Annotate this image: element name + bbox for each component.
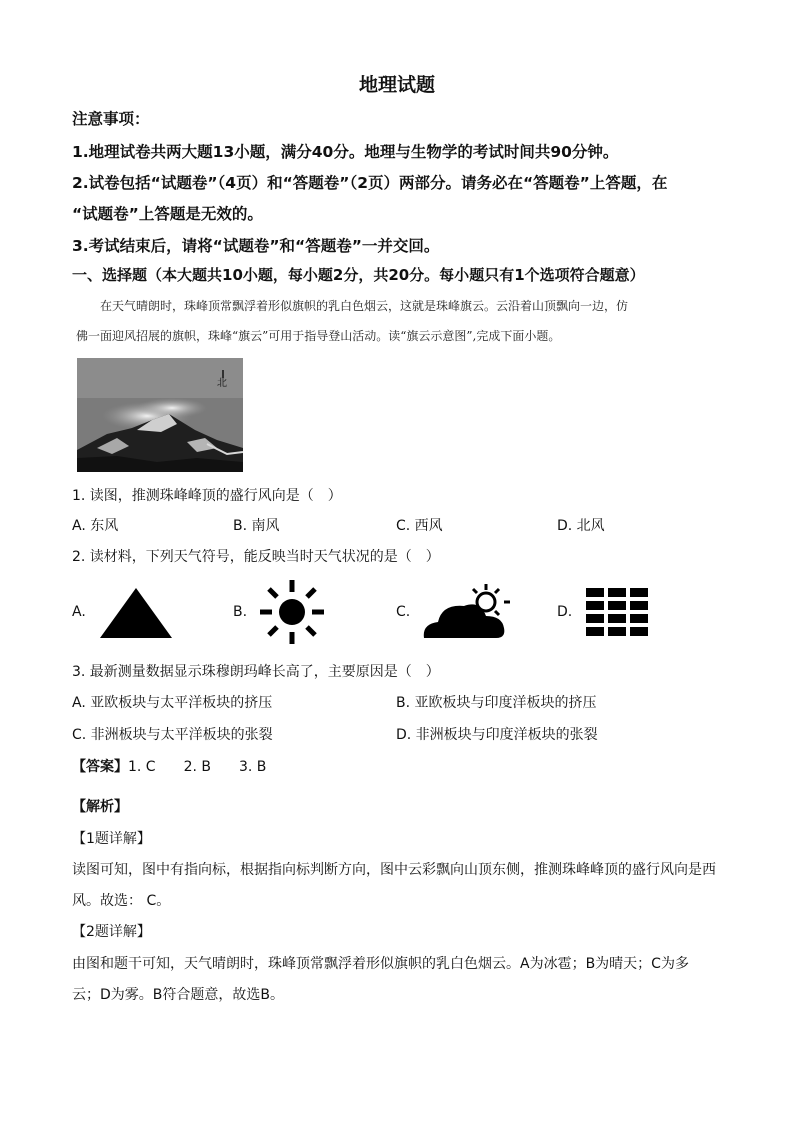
q1-option-c[interactable]: C. 西风 xyxy=(396,518,443,534)
q3-option-c[interactable]: C. 非洲板块与太平洋板块的张裂 xyxy=(72,727,273,743)
q3-option-a[interactable]: A. 亚欧板块与太平洋板块的挤压 xyxy=(72,695,273,711)
analysis-label: 【解析】 xyxy=(72,799,128,815)
q2-analysis-line-1: 由图和题干可知，天气晴朗时，珠峰顶常飘浮着形似旗帜的乳白色烟云。A为冰雹；B为晴天；C为多 xyxy=(72,956,689,972)
hail-triangle-icon xyxy=(98,586,174,644)
sunny-icon xyxy=(256,578,328,650)
q2-option-d[interactable]: D. xyxy=(557,604,573,620)
answer-label: 【答案】 xyxy=(72,759,128,775)
q1-analysis-line-2: 风。故选： C。 xyxy=(72,893,171,909)
north-label: 北 xyxy=(217,378,227,389)
question-1-stem: 1. 读图，推测珠峰峰顶的盛行风向是（ ） xyxy=(72,488,342,504)
mountain-cloud-illustration xyxy=(77,358,243,472)
cloudy-icon xyxy=(420,582,514,646)
section-heading: 一、选择题（本大题共10小题，每小题2分，共20分。每小题只有1个选项符合题意） xyxy=(72,266,645,284)
fog-icon xyxy=(584,586,650,642)
material-line-1: 在天气晴朗时，珠峰顶常飘浮着形似旗帜的乳白色烟云，这就是珠峰旗云。云沿着山顶飘向一边，仿 xyxy=(100,299,629,313)
notice-item-3: 3.考试结束后，请将“试题卷”和“答题卷”一并交回。 xyxy=(72,237,440,255)
q3-option-b[interactable]: B. 亚欧板块与印度洋板块的挤压 xyxy=(396,695,597,711)
q3-option-d[interactable]: D. 非洲板块与印度洋板块的张裂 xyxy=(396,727,598,743)
notice-item-1: 1.地理试卷共两大题13小题，满分40分。地理与生物学的考试时间共90分钟。 xyxy=(72,143,619,161)
page-title: 地理试题 xyxy=(358,74,435,96)
material-line-2: 佛一面迎风招展的旗帜，珠峰“旗云”可用于指导登山活动。读“旗云示意图”,完成下面小题。 xyxy=(76,329,561,343)
notice-heading: 注意事项： xyxy=(72,110,150,128)
q1-option-a[interactable]: A. 东风 xyxy=(72,518,119,534)
question-2-stem: 2. 读材料，下列天气符号，能反映当时天气状况的是（ ） xyxy=(72,549,440,565)
q2-analysis-line-2: 云；D为雾。B符合题意，故选B。 xyxy=(72,987,284,1003)
flag-cloud-photo xyxy=(77,358,243,472)
q1-analysis-heading: 【1题详解】 xyxy=(72,831,151,847)
q2-option-a[interactable]: A. xyxy=(72,604,86,620)
q2-option-c[interactable]: C. xyxy=(396,604,411,620)
answer-row xyxy=(72,756,266,776)
q1-option-b[interactable]: B. 南风 xyxy=(233,518,280,534)
q1-option-d[interactable]: D. 北风 xyxy=(557,518,605,534)
q1-analysis-line-1: 读图可知，图中有指向标，根据指向标判断方向，图中云彩飘向山顶东侧，推测珠峰峰顶的盛行风向是西 xyxy=(72,862,716,878)
q2-analysis-heading: 【2题详解】 xyxy=(72,924,151,940)
q2-option-b[interactable]: B. xyxy=(233,604,248,620)
notice-item-2: 2.试卷包括“试题卷”（4页）和“答题卷”（2页）两部分。请务必在“答题卷”上答题，在 xyxy=(72,174,668,192)
answer-text: 1. C 2. B 3. B xyxy=(128,759,267,775)
question-3-stem: 3. 最新测量数据显示珠穆朗玛峰长高了，主要原因是（ ） xyxy=(72,664,440,680)
notice-item-2-cont: “试题卷”上答题是无效的。 xyxy=(72,205,263,223)
